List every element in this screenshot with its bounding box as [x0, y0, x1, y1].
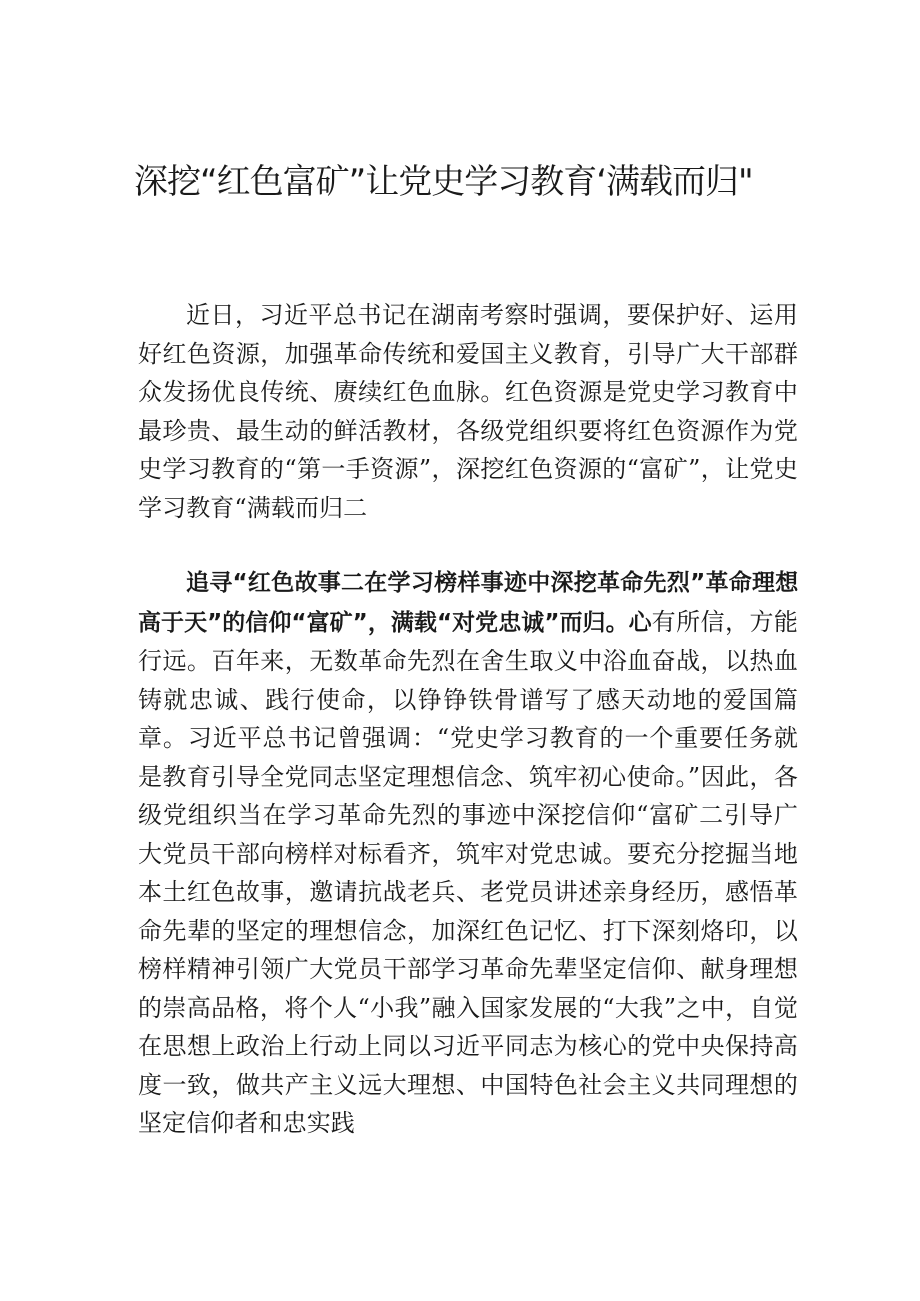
- paragraph-2-lead: 追寻“红色故事二在学习榜样事迹中深挖革命先烈”革命理想高于天”的信仰“富矿”，满载“对党忠诚”而归。心: [138, 570, 798, 636]
- paragraph-1: [138, 296, 798, 528]
- paragraph-1-text: 近日，习近平总书记在湖南考察时强调，要保护好、运用好红色资源，加强革命传统和爱国主义教育，引导广大干部群众发扬优良传统、赓续红色血脉。红色资源是党史学习教育中最珍贵、最生动的鲜活教材，各级党组织要将红色资源作为党史学习教育的“第一手资源”，深挖红色资源的“富矿”，让党史学习教育“满载而归二: [138, 301, 798, 522]
- paragraph-2-text: 有所信，方能行远。百年来，无数革命先烈在舍生取义中浴血奋战，以热血铸就忠诚、践行使命，以铮铮铁骨谱写了感天动地的爱国篇章。习近平总书记曾强调：“党史学习教育的一个重要任务就是教育引导全党同志坚定理想信念、筑牢初心使命。”因此，各级党组织当在学习革命先烈的事迹中深挖信仰“富矿二引导广大党员干部向榜样对标看齐，筑牢对党忠诚。要充分挖掘当地本土红色故事，邀请抗战老兵、老党员讲述亲身经历，感悟革命先辈的坚定的理想信念，加深红色记忆、打下深刻烙印，以榜样精神引领广大党员干部学习革命先辈坚定信仰、献身理想的崇高品格，将个人“小我”融入国家发展的“大我”之中，自觉在思想上政治上行动上同以习近平同志为核心的党中央保持高度一致，做共产主义远大理想、中国特色社会主义共同理想的坚定信仰者和忠实践: [138, 607, 798, 1137]
- document-title: 深挖“红色富矿”让党史学习教育‘满载而归": [134, 162, 753, 202]
- paragraph-2: [138, 563, 798, 1143]
